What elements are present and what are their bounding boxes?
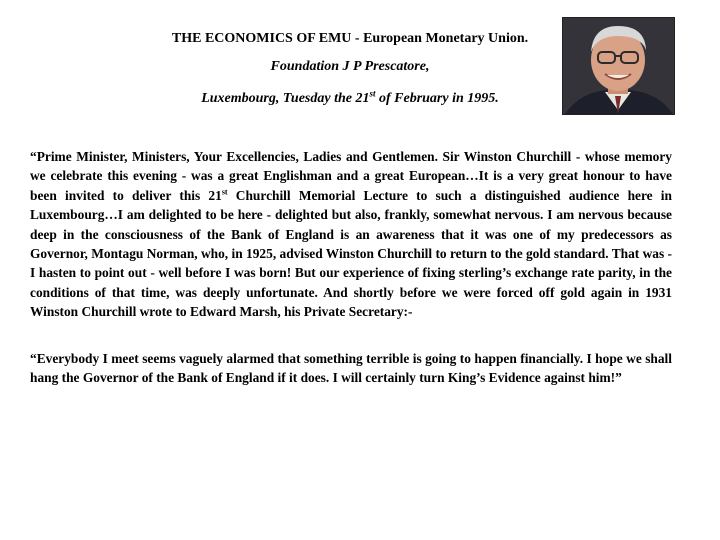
dateline-text: Luxembourg, Tuesday the 21 bbox=[201, 91, 370, 106]
dateline-ordinal: st bbox=[369, 88, 376, 99]
document-header bbox=[120, 30, 580, 108]
document-title: THE ECONOMICS OF EMU - European Monetary Union. bbox=[171, 31, 529, 46]
document-subtitle: Foundation J P Prescatore, bbox=[270, 59, 430, 74]
speech-text-continued: Churchill Memorial Lecture to such a distinguished audience here in Luxembourg…I am delighted to be here - delighted but also, frankly, somewhat nervous. I am nervous because deep in the consciousness of the Bank of England is an awareness that it was one of my predecessors as Governor, Montagu Norman, who, in 1925, advised Winston Churchill to return to the gold standard. That was - I hasten to point out - well before I was born! But our experience of fixing sterling’s exchange rate parity, in the conditions of that time, was deeply unfortunate. And shortly before we were forced off gold again in 1931 Winston Churchill wrote to Edward Marsh, his Private Secretary:- bbox=[30, 187, 672, 320]
speech-ordinal: st bbox=[221, 187, 228, 197]
dateline-text-end: of February in 1995. bbox=[375, 91, 499, 106]
speech-text: “Prime Minister, Ministers, Your Excellencies, Ladies and Gentlemen. Sir Winston Churchill - whose memory we celebrate this evening - was a great Englishman and a great European…It is a very great honour to have been invited to deliver this 21 bbox=[30, 149, 672, 203]
speech-paragraph bbox=[30, 147, 672, 322]
portrait-icon bbox=[563, 18, 674, 114]
churchill-quote: “Everybody I meet seems vaguely alarmed that something terrible is going to happen financially. I hope we shall hang the Governor of the Bank of England if it does. I will certainly turn King’s Evidence against him!” bbox=[30, 351, 672, 386]
document-dateline bbox=[120, 90, 580, 108]
portrait-photo bbox=[562, 17, 675, 115]
